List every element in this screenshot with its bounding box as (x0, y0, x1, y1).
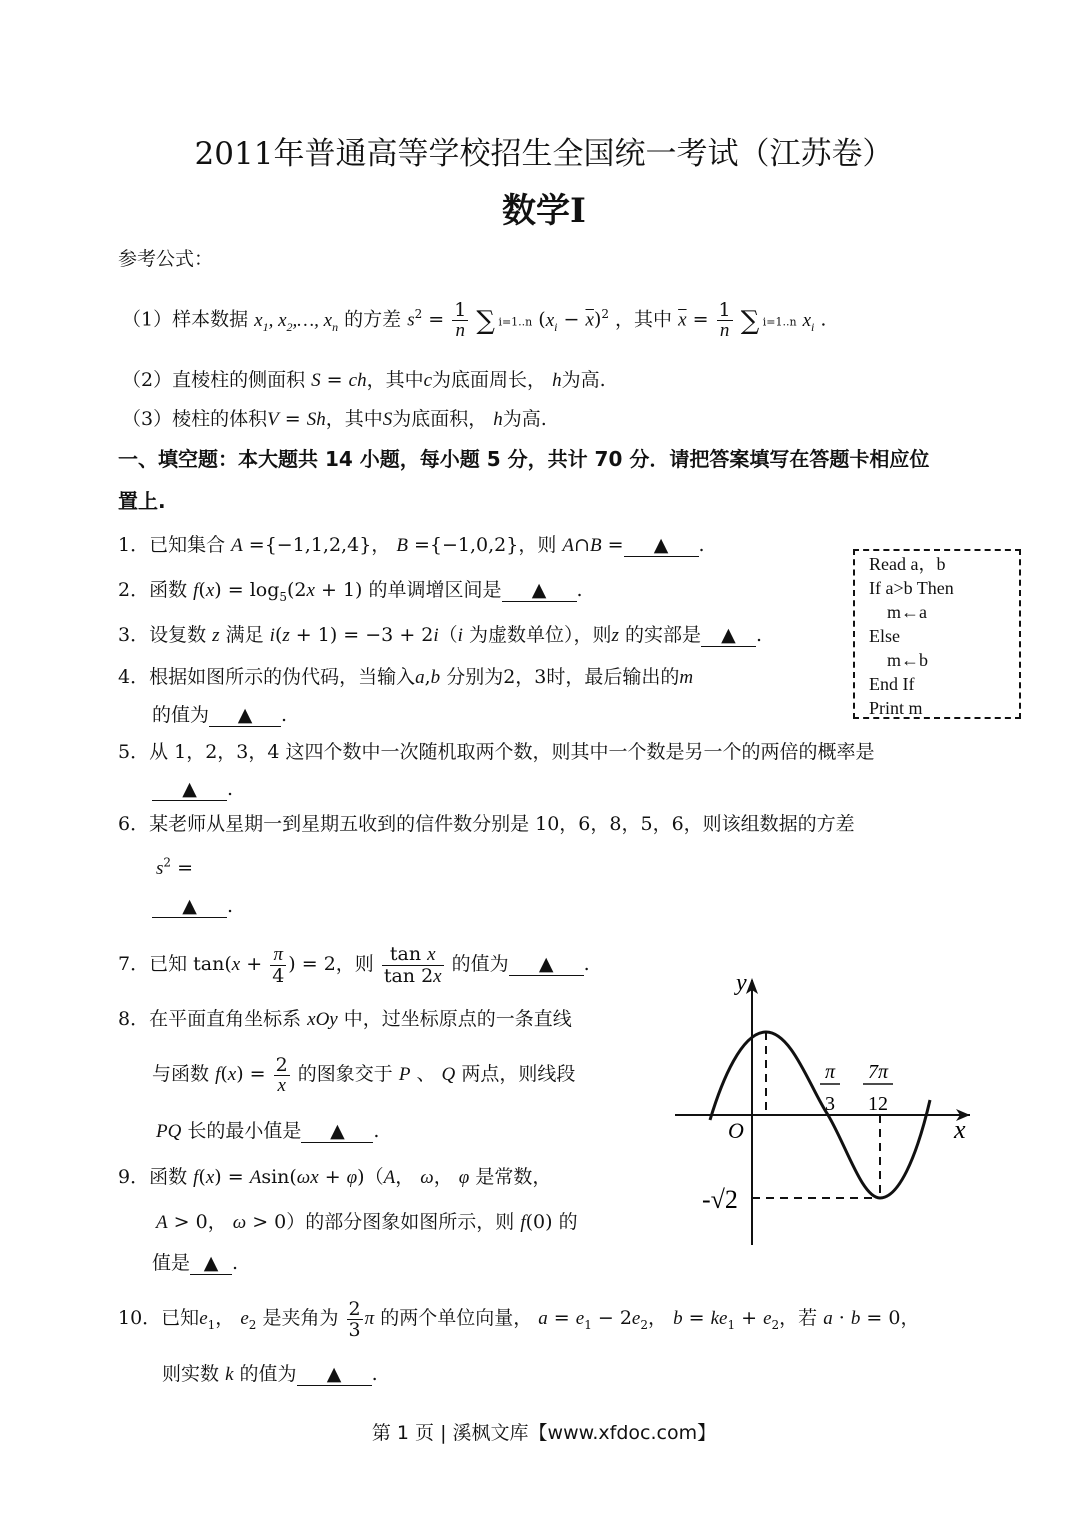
question-1: 1．已知集合 A ={−1,1,2,4}， B ={−1,0,2}，则 A∩B = ▲ . (118, 534, 705, 556)
answer-blank[interactable]: ▲ (190, 1252, 232, 1275)
y-axis-label: y (736, 970, 747, 996)
section-heading-line2: 置上. (118, 489, 166, 513)
question-8-cont: 与函数 f(x) = $\frac{2}{x}$ 的图象交于 P 、 Q 两点，则线段 (152, 1053, 576, 1096)
question-10: 10．已知$e_1$， $e_2$ 是夹角为 $\frac{2}{3}$ π 的两个单位向量， $a = e_1 - 2e_2$， $b = ke_1 + e_2$，若 a · b = 0， (118, 1297, 920, 1341)
pseudocode-line: End If (869, 674, 915, 694)
exam-subtitle: 数学Ⅰ (502, 191, 586, 231)
question-3: 3．设复数 z 满足 i(z + 1) = −3 + 2i（i 为虚数单位），则z 的实部是 ▲ . (118, 624, 763, 646)
answer-blank[interactable]: ▲ (502, 579, 577, 602)
formula-2: （2）直棱柱的侧面积 S = ch，其中c为底面周长， h为高. (122, 369, 606, 391)
sine-graph (660, 960, 980, 1260)
question-9-cont: A > 0， ω > 0）的部分图象如图所示，则 f(0) 的 (156, 1211, 578, 1233)
pseudocode-line: m←a (887, 602, 927, 622)
pseudocode-line: Print m (869, 698, 923, 718)
answer-blank[interactable]: ▲ (624, 534, 699, 557)
ymin-label: -√2 (702, 1185, 738, 1214)
tick-label-numerator: 7π (867, 1061, 889, 1083)
question-8-cont2: PQ 长的最小值是 ▲ . (156, 1120, 380, 1142)
pseudocode-line: Else (869, 626, 900, 646)
pseudocode-line: If a>b Then (869, 578, 954, 598)
pseudocode-line: m←b (887, 650, 929, 670)
question-4: 4．根据如图所示的伪代码，当输入a,b 分别为2，3时，最后输出的m (118, 666, 694, 688)
tick-label-numerator: π (824, 1061, 836, 1083)
answer-blank[interactable]: ▲ (297, 1363, 372, 1386)
formula-heading: 参考公式： (118, 248, 214, 270)
answer-blank[interactable]: ▲ (301, 1120, 373, 1143)
answer-blank[interactable]: ▲ (152, 778, 227, 801)
question-6-cont: $s^2$ = (156, 855, 194, 879)
tick-label-denominator: 12 (868, 1093, 888, 1115)
page-footer: 第 1 页 | 溪枫文库【www.xfdoc.com】 (371, 1422, 717, 1444)
tick-label-denominator: 3 (825, 1093, 835, 1115)
answer-blank[interactable]: ▲ (701, 624, 756, 647)
question-2: 2．函数 $f(x) = \log_5(2x + 1)$ 的单调增区间是 ▲ . (118, 579, 583, 604)
question-8: 8．在平面直角坐标系 xOy 中，过坐标原点的一条直线 (118, 1008, 572, 1030)
exam-title: 2011年普通高等学校招生全国统一考试（江苏卷） (194, 136, 894, 172)
question-4-cont: 的值为 ▲ . (152, 704, 288, 726)
question-7: 7．已知 tan(x + $\frac{\pi}{4}$ ) = 2，则 $\frac{\text{tan x}}{\tan 2x}$ 的值为 ▲ . (118, 942, 590, 987)
question-6: 6．某老师从星期一到星期五收到的信件数分别是 10，6，8，5，6，则该组数据的方差 (118, 813, 855, 835)
x-axis-label: x (954, 1115, 966, 1144)
answer-blank[interactable]: ▲ (152, 895, 227, 918)
question-6-blank: ▲ . (152, 893, 233, 919)
question-10-cont: 则实数 k 的值为 ▲ . (162, 1363, 378, 1385)
answer-blank[interactable]: ▲ (509, 953, 584, 976)
origin-label: O (728, 1118, 744, 1143)
question-5: 5．从 1，2，3，4 这四个数中一次随机取两个数，则其中一个数是另一个的两倍的概率是 (118, 741, 875, 763)
question-9: 9．函数 f(x) = Asin(ωx + φ)（A， ω， φ 是常数， (118, 1166, 552, 1188)
question-9-cont2: 值是 ▲ . (152, 1252, 239, 1274)
question-5-cont: ▲ . (152, 776, 233, 802)
formula-1: （1）样本数据 $x_1$, $x_2,\dots$, $x_n$ 的方差 $s^2$ = $\frac{1}{n}$ ∑ i=1..n $(x_i - \overline{x})^2$ ，其中 $\overline{x}$ = $\frac{1}{n}$ ∑ i=1..n $x_i$ . (122, 299, 827, 341)
pseudocode-line: Read a，b (869, 554, 946, 574)
answer-blank[interactable]: ▲ (209, 704, 281, 727)
formula-3: （3）棱柱的体积V = Sh，其中S为底面积， h为高. (122, 408, 547, 430)
pseudocode-box (853, 549, 1021, 719)
section-heading-line1: 一、填空题：本大题共 14 小题，每小题 5 分，共计 70 分．请把答案填写在答题卡相应位 (118, 447, 930, 471)
